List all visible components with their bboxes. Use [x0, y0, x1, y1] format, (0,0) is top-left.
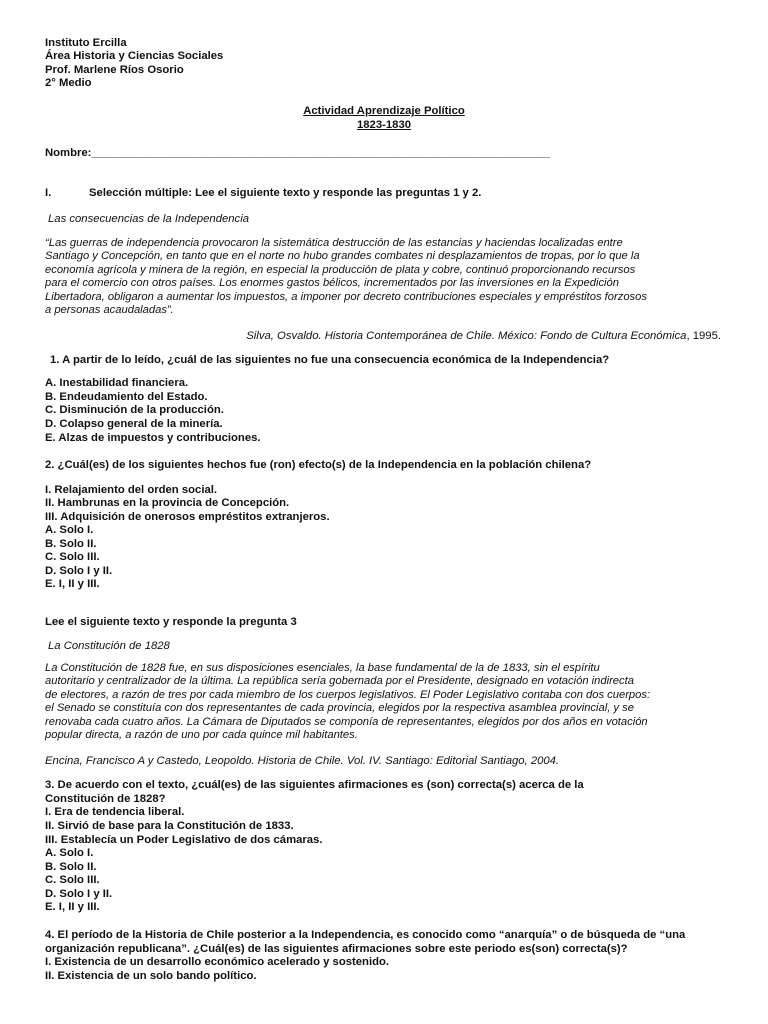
q4-option: I. Existencia de un desarrollo económico acelerado y sostenido.	[45, 956, 390, 968]
text-1-line: Santiago y Concepción, en tanto que en el norte no hubo grandes combates ni desplazamientos de tropas, por lo que la	[45, 250, 640, 263]
text-2-title: La Constitución de 1828	[48, 640, 170, 652]
text-1-line: “Las guerras de independencia provocaron la sistemática destrucción de las estancias y haciendas localizadas entre	[45, 237, 623, 249]
text-2-line: el Senado se constituía con dos representantes de cada provincia, elegidos por la respectiva asamblea provincial, y se	[45, 702, 634, 715]
text-1-line: economía agrícola y minera de la región, en especial la producción de plata y cobre, continuó proporcionando recursos	[45, 263, 636, 276]
question-4-line: 4. El período de la Historia de Chile posterior a la Independencia, es conocido como “anarquía” o de búsqueda de “una	[45, 929, 686, 941]
text-2-body	[45, 662, 735, 742]
text-2-line: de electores, a razón de tres por cada miembro de los cuerpos legislativos. El Poder Legislativo contaba con dos cuerpos:	[45, 688, 651, 701]
teacher-name: Prof. Marlene Ríos Osorio	[45, 64, 184, 76]
question-1: 1. A partir de lo leído, ¿cuál de las siguientes no fue una consecuencia económica de la Independencia?	[50, 354, 610, 366]
q2-option: C. Solo III.	[45, 551, 100, 563]
question-3-line: Constitución de 1828?	[45, 793, 166, 805]
question-2: 2. ¿Cuál(es) de los siguientes hechos fue (ron) efecto(s) de la Independencia en la población chilena?	[45, 459, 592, 471]
text-1-title: Las consecuencias de la Independencia	[48, 213, 249, 225]
q2-option: D. Solo I y II.	[45, 565, 113, 577]
section-1-heading	[45, 187, 481, 201]
q4-option: II. Existencia de un solo bando político.	[45, 970, 257, 982]
text-1-citation-year: , 1995.	[686, 330, 721, 342]
name-field: Nombre:_________________________________________________________________________	[45, 147, 551, 159]
q2-option: II. Hambrunas en la provincia de Concepción.	[45, 497, 290, 509]
area-name: Área Historia y Ciencias Sociales	[45, 50, 224, 62]
text-2-line: autoritario y centralizador de la última. La república sería gobernada por el Presidente, designado en votación indirecta	[45, 675, 634, 688]
text-1-body	[45, 237, 735, 317]
q1-option: B. Endeudamiento del Estado.	[45, 391, 208, 403]
text-1-citation-source: Silva, Osvaldo. Historia Contemporánea de Chile. México: Fondo de Cultura Económica	[246, 330, 687, 342]
question-4-line: organización republicana”. ¿Cuál(es) de las siguientes afirmaciones sobre este periodo es(son) correcta(s)?	[45, 943, 628, 955]
q2-option: B. Solo II.	[45, 538, 97, 550]
q2-option: I. Relajamiento del orden social.	[45, 484, 218, 496]
text-1-line: a personas acaudaladas”.	[45, 304, 174, 317]
section-2-heading: Lee el siguiente texto y responde la pregunta 3	[45, 616, 297, 628]
q3-option: B. Solo II.	[45, 861, 97, 873]
text-2-line: renovaba cada cuatro años. La Cámara de Diputados se componía de representantes, elegidos por dos años en votación	[45, 715, 648, 728]
grade-label: 2° Medio	[45, 77, 92, 89]
q1-option: A. Inestabilidad financiera.	[45, 377, 189, 389]
question-3-line: 3. De acuerdo con el texto, ¿cuál(es) de las siguientes afirmaciones es (son) correcta(s) acerca de la	[45, 779, 584, 791]
q2-option: A. Solo I.	[45, 524, 94, 536]
q2-option: III. Adquisición de onerosos empréstitos extranjeros.	[45, 511, 330, 523]
text-2-line: popular directa, a razón de uno por cada quince mil habitantes.	[45, 729, 358, 742]
text-2-citation: Encina, Francisco A y Castedo, Leopoldo. Historia de Chile. Vol. IV. Santiago: Editorial Santiago, 2004.	[45, 755, 560, 767]
q3-option: E. I, II y III.	[45, 901, 100, 913]
q3-option: I. Era de tendencia liberal.	[45, 806, 185, 818]
q3-option: III. Establecía un Poder Legislativo de dos cámaras.	[45, 834, 323, 846]
q3-option: II. Sirvió de base para la Constitución de 1833.	[45, 820, 294, 832]
institute-name: Instituto Ercilla	[45, 37, 127, 49]
q2-option: E. I, II y III.	[45, 578, 100, 590]
q3-option: D. Solo I y II.	[45, 888, 113, 900]
document-title: Actividad Aprendizaje Político	[303, 105, 465, 117]
text-1-line: Libertadora, obligaron a aumentar los impuestos, a imponer por decreto contribuciones especiales y empréstitos forzosos	[45, 290, 647, 303]
q3-option: A. Solo I.	[45, 847, 94, 859]
section-1-label: Selección múltiple: Lee el siguiente texto y responde las preguntas 1 y 2.	[89, 187, 482, 199]
document-years: 1823-1830	[356, 119, 412, 131]
q3-option: C. Solo III.	[45, 874, 100, 886]
q1-option: E. Alzas de impuestos y contribuciones.	[45, 432, 261, 444]
text-1-line: para el comercio con otros países. Los enormes gastos bélicos, incrementados por las inversiones en la Expedición	[45, 277, 619, 290]
text-1-citation	[246, 330, 721, 342]
q1-option: D. Colapso general de la minería.	[45, 418, 223, 430]
text-2-line: La Constitución de 1828 fue, en sus disposiciones esenciales, la base fundamental de la de 1833, sin el espíritu	[45, 662, 600, 674]
section-1-number: I.	[45, 187, 52, 199]
q1-option: C. Disminución de la producción.	[45, 404, 224, 416]
